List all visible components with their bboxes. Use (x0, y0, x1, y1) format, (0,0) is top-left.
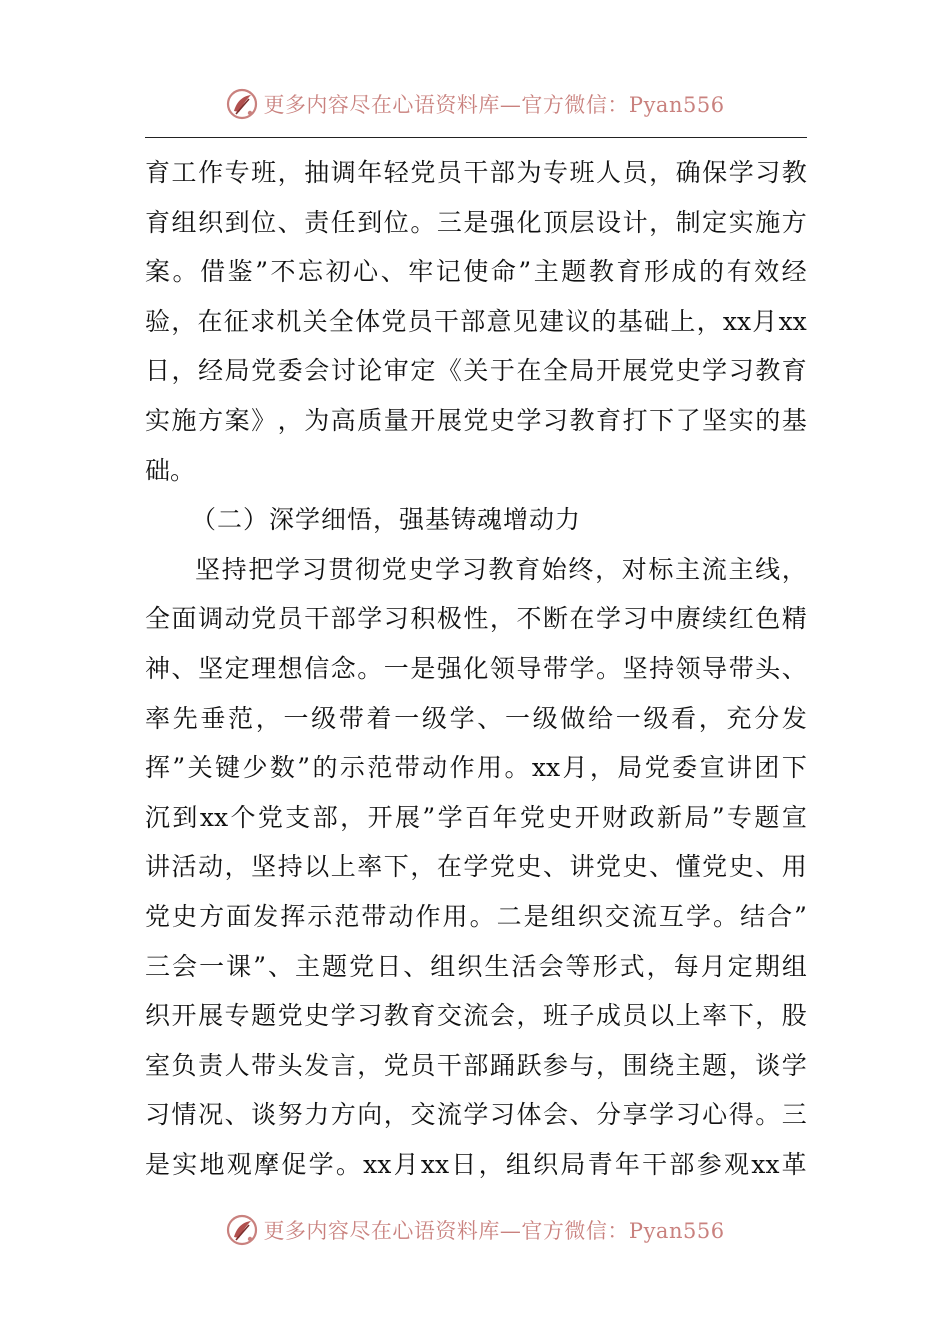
text-line: 织 开 展 专 题 党 史 学 习 教 育 交 流 会 ， 班 子 成 员 以 上 率 下 ， 股 (145, 1001, 807, 1031)
text-line: 室 负 责 人 带 头 发 言 ， 党 员 干 部 踊 跃 参 与 ， 围 绕 主 题 ， 谈 学 (145, 1050, 807, 1080)
header-watermark (0, 84, 950, 124)
text-line: 挥 ” 关 键 少 数 ” 的 示 范 带 动 作 用 。 xx 月 ， 局 党 委 宣 讲 团 下 (145, 753, 807, 783)
watermark-text: 更多内容尽在心语资料库—官方微信：Pyan556 (263, 93, 725, 117)
text-line: 沉 到 xx 个 党 支 部 ， 开 展 ” 学 百 年 党 史 开 财 政 新 局 ” 专 题 宣 (145, 802, 807, 832)
text-line: 三 会 一 课 ” 、 主 题 党 日 、 组 织 生 活 会 等 形 式 ， 每 月 定 期 组 (145, 951, 807, 981)
text-line: 坚 持 把 学 习 贯 彻 党 史 学 习 教 育 始 终 ， 对 标 主 流 主 线 ， (195, 554, 807, 584)
text-line: 率 先 垂 范 ， 一 级 带 着 一 级 学 、 一 级 做 给 一 级 看 ， 充 分 发 (145, 703, 807, 733)
text-line: 党 史 方 面 发 挥 示 范 带 动 作 用 。 二 是 组 织 交 流 互 学 。 结 合 ” (145, 901, 807, 931)
text-line: 育 组 织 到 位 、 责 任 到 位 。 三 是 强 化 顶 层 设 计 ， 制 定 实 施 方 (145, 207, 807, 237)
section-heading: （二）深学细悟，强基铸魂增动力 (191, 505, 582, 535)
footer-watermark (0, 1210, 950, 1250)
text-line: 实 施 方 案 》 ， 为 高 质 量 开 展 党 史 学 习 教 育 打 下 了 坚 实 的 基 (145, 405, 807, 435)
text-line: 育 工 作 专 班 ， 抽 调 年 轻 党 员 干 部 为 专 班 人 员 ， 确 保 学 习 教 (145, 158, 807, 187)
document-body (145, 148, 807, 1189)
xinyu-logo-icon (225, 87, 259, 121)
text-line: 验 ， 在 征 求 机 关 全 体 党 员 干 部 意 见 建 议 的 基 础 上 ， xx 月 xx (145, 306, 807, 336)
text-line: 案 。 借 鉴 ” 不 忘 初 心 、 牢 记 使 命 ” 主 题 教 育 形 成 的 有 效 经 (145, 257, 807, 287)
text-line: 是 实 地 观 摩 促 学 。 xx 月 xx 日 ， 组 织 局 青 年 干 部 参 观 xx 革 (145, 1149, 807, 1179)
text-line: 础。 (145, 455, 196, 485)
watermark-text: 更多内容尽在心语资料库—官方微信：Pyan556 (263, 1219, 725, 1243)
xinyu-logo-icon (225, 1213, 259, 1247)
text-line: 神 、 坚 定 理 想 信 念 。 一 是 强 化 领 导 带 学 。 坚 持 领 导 带 头 、 (145, 653, 807, 683)
text-line: 讲 活 动 ， 坚 持 以 上 率 下 ， 在 学 党 史 、 讲 党 史 、 懂 党 史 、 用 (145, 852, 807, 882)
text-line: 全 面 调 动 党 员 干 部 学 习 积 极 性 ， 不 断 在 学 习 中 赓 续 红 色 精 (145, 604, 807, 634)
text-line: 习 情 况 、 谈 努 力 方 向 ， 交 流 学 习 体 会 、 分 享 学 习 心 得 。 三 (145, 1100, 807, 1130)
text-line: 日 ， 经 局 党 委 会 讨 论 审 定 《 关 于 在 全 局 开 展 党 史 学 习 教 育 (145, 356, 807, 386)
header-divider (145, 137, 807, 138)
